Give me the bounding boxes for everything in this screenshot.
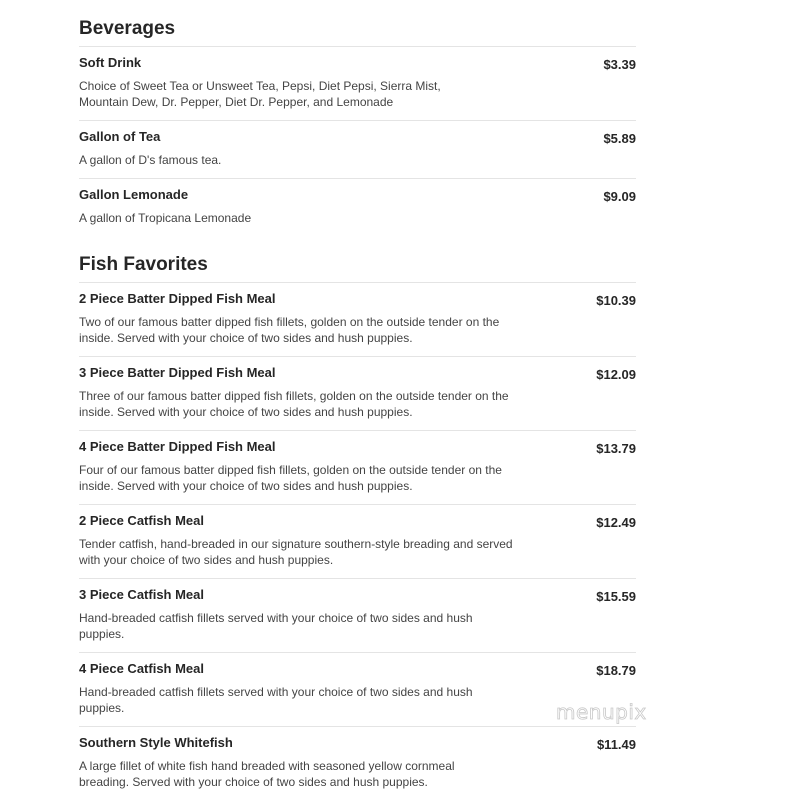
item-name: 3 Piece Catfish Meal	[79, 587, 204, 602]
item-description: A gallon of D's famous tea.	[79, 153, 222, 167]
item-description: Tender catfish, hand-breaded in our signature southern-style breading and served with your choice of two sides and hush puppies.	[79, 537, 513, 567]
item-price: $10.39	[596, 293, 636, 308]
item-price: $12.09	[596, 367, 636, 382]
menu-item	[79, 578, 636, 652]
item-name: 3 Piece Batter Dipped Fish Meal	[79, 365, 276, 380]
item-description: A large fillet of white fish hand breaded with seasoned yellow cornmeal breading. Served with your choice of two sides and hush puppies.	[79, 759, 455, 789]
item-price: $18.79	[596, 663, 636, 678]
item-description: Choice of Sweet Tea or Unsweet Tea, Pepsi, Diet Pepsi, Sierra Mist, Mountain Dew, Dr. Pepper, Diet Dr. Pepper, and Lemonade	[79, 79, 441, 109]
menu	[79, 16, 636, 800]
item-price: $3.39	[603, 57, 636, 72]
item-name: 4 Piece Batter Dipped Fish Meal	[79, 439, 276, 454]
menupix-watermark: menupix	[556, 700, 647, 724]
menu-item	[79, 652, 636, 726]
item-price: $11.49	[596, 737, 636, 752]
item-description: A gallon of Tropicana Lemonade	[79, 211, 252, 225]
item-price: $9.09	[603, 189, 636, 204]
item-price: $12.49	[596, 515, 636, 530]
item-name: Southern Style Whitefish	[79, 735, 233, 750]
menu-item	[79, 356, 636, 430]
section-title-beverages: Beverages	[79, 18, 176, 39]
item-description: Two of our famous batter dipped fish fillets, golden on the outside tender on the inside. Served with your choice of two sides and hush puppies.	[79, 315, 500, 345]
item-price: $13.79	[596, 441, 636, 456]
item-name: 4 Piece Catfish Meal	[79, 661, 204, 676]
menu-item	[79, 120, 636, 178]
item-name: Gallon of Tea	[79, 129, 161, 144]
menu-item	[79, 282, 636, 356]
menu-item	[79, 430, 636, 504]
menu-item	[79, 504, 636, 578]
menu-item	[79, 178, 636, 236]
item-description: Three of our famous batter dipped fish fillets, golden on the outside tender on the inside. Served with your choice of two sides and hush puppies.	[79, 389, 509, 419]
item-price: $15.59	[596, 589, 636, 604]
item-name: Soft Drink	[79, 55, 142, 70]
section-title-fish-favorites: Fish Favorites	[79, 254, 208, 275]
item-name: 2 Piece Catfish Meal	[79, 513, 204, 528]
item-name: Gallon Lemonade	[79, 187, 189, 202]
menu-item	[79, 726, 636, 800]
menu-item	[79, 46, 636, 120]
item-price: $5.89	[603, 131, 636, 146]
item-description: Hand-breaded catfish fillets served with your choice of two sides and hush puppies.	[79, 611, 473, 641]
item-name: 2 Piece Batter Dipped Fish Meal	[79, 291, 276, 306]
item-description: Four of our famous batter dipped fish fillets, golden on the outside tender on the inside. Served with your choice of two sides and hush puppies.	[79, 463, 502, 493]
item-description: Hand-breaded catfish fillets served with your choice of two sides and hush puppies.	[79, 685, 473, 715]
